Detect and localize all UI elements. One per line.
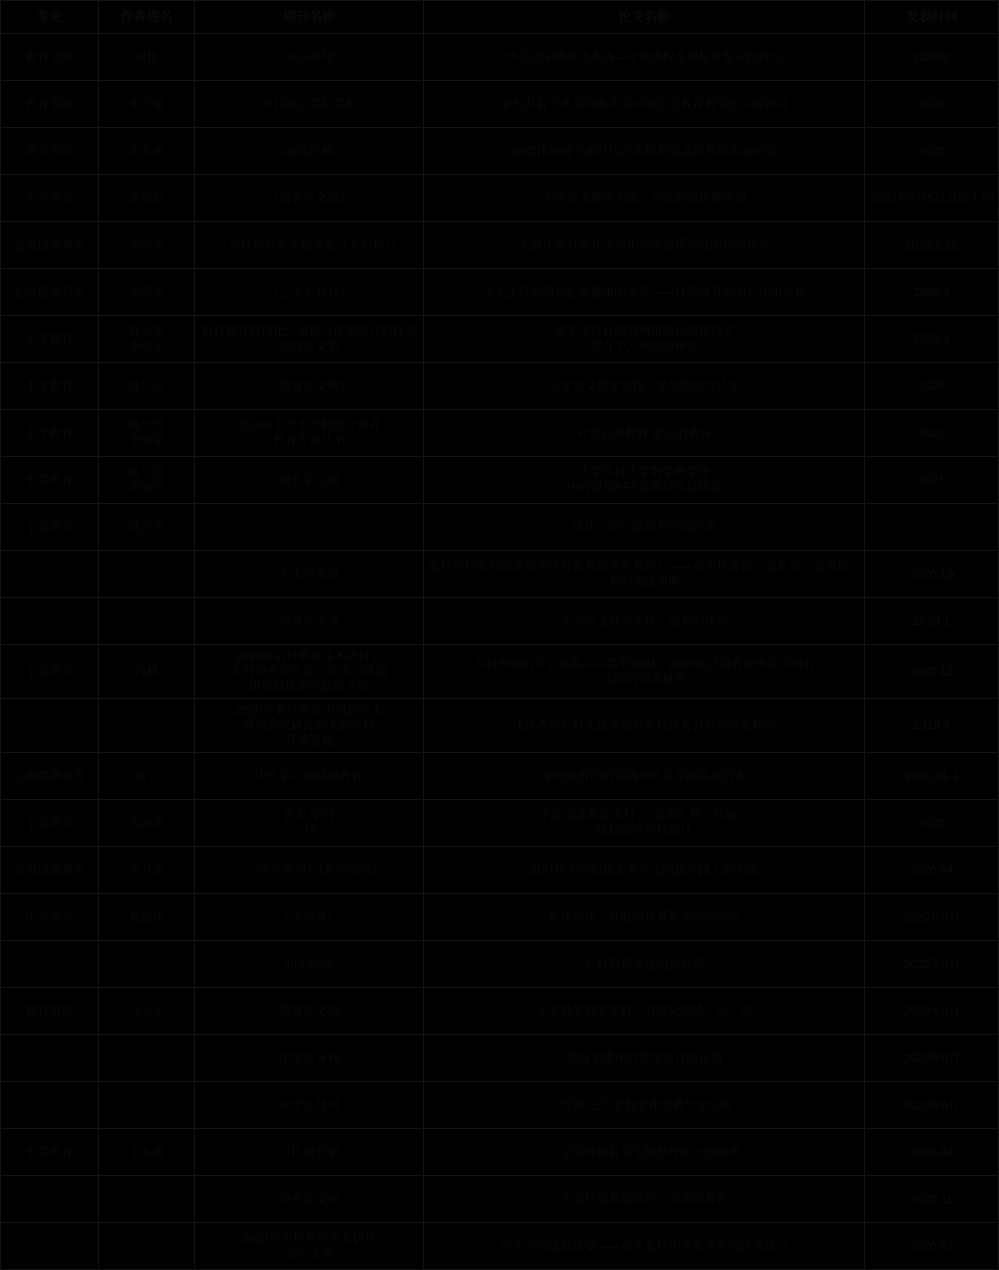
cell-author: 李宗平 [99, 222, 195, 269]
table-row [1, 753, 999, 800]
table-row [1, 894, 999, 941]
cell-major [1, 1035, 99, 1082]
cell-author [99, 1223, 195, 1270]
cell-journal: 《教育学文摘》 [194, 175, 423, 222]
cell-journal: 中小学心理健康教育 [194, 753, 423, 800]
cell-title: 浅谈西部农村儿童家庭教育现状及分析与改变研究 [424, 699, 865, 753]
cell-major [1, 699, 99, 753]
cell-major [1, 1223, 99, 1270]
table-header-row [1, 1, 999, 34]
cell-title: 微课在新、互联网背景教学中的应用 [424, 894, 865, 941]
column-header-date: 发表时间 [865, 1, 999, 34]
cell-author: 宋海涛 [99, 800, 195, 847]
cell-date: 2020年8月 [865, 988, 999, 1035]
cell-author [99, 598, 195, 645]
cell-major: 心理健康教育 [1, 847, 99, 894]
cell-title: 融媒体视域下新时代青年理想信念教育的实效研究 [424, 128, 865, 175]
cell-journal: 教育学文摘 [194, 988, 423, 1035]
cell-journal: 《新闻传播》 [194, 128, 423, 175]
column-header-author: 作者姓名 [99, 1, 195, 34]
table-row [1, 34, 999, 81]
cell-journal: 《小学生导刊》 [194, 269, 423, 316]
cell-title: 小学阶段教育学生的创作能力的培养 [424, 1129, 865, 1176]
cell-major: 小学教育 [1, 410, 99, 457]
cell-author: 姚少芳 李丽平 [99, 457, 195, 504]
table-row [1, 457, 999, 504]
table-row [1, 128, 999, 175]
cell-date: 2020年5月5日总第十期 [865, 175, 999, 222]
cell-date: 2020.03 [865, 1223, 999, 1270]
cell-title: 《幼儿园中班教美术画—中年级校本课程开发实践研究》 [424, 34, 865, 81]
table-row [1, 363, 999, 410]
cell-date: 2020.10 [865, 551, 999, 598]
column-header-journal: 期刊名称 [194, 1, 423, 34]
table-row [1, 410, 999, 457]
cell-major: 心理健康教育 [1, 269, 99, 316]
cell-journal: 《吉林省教育学院学报（下旬刊）》 [194, 222, 423, 269]
cell-title: 学生手机依赖与心理健康的关系——自我调节的中介作用分析 [424, 269, 865, 316]
table-row [1, 1176, 999, 1223]
cell-author [99, 941, 195, 988]
cell-major: 教育管理 [1, 988, 99, 1035]
cell-date: 2020.9 [865, 269, 999, 316]
table-row [1, 316, 999, 363]
cell-author [99, 1035, 195, 1082]
table-row [1, 1035, 999, 1082]
cell-major: 小学教育 [1, 1129, 99, 1176]
cell-major: 教育管理 [1, 81, 99, 128]
cell-title: 小学学科小学数学教学中 中的课堂PPT运用与反思研究 [424, 457, 865, 504]
cell-journal: 知识经济 [194, 941, 423, 988]
cell-title: 有爱心的教育 爱心的教育 [424, 410, 865, 457]
cell-date: 2020年3月 [865, 941, 999, 988]
cell-author: 姚少芳 [99, 504, 195, 551]
table-row [1, 598, 999, 645]
table-row [1, 269, 999, 316]
cell-title: 家校共育下优质均衡小学中的语文教育教学的实践研究 [424, 81, 865, 128]
table-row [1, 222, 999, 269]
cell-journal [194, 504, 423, 551]
cell-date: 2020年6月 [865, 1035, 999, 1082]
table-row [1, 504, 999, 551]
cell-date: 2020.12 [865, 645, 999, 699]
cell-date: 2020 [865, 800, 999, 847]
cell-author [99, 1082, 195, 1129]
cell-journal: 全国中小学生学校综合素养 教育专题丛书 [194, 410, 423, 457]
cell-date: 2020年6月 [865, 1082, 999, 1129]
cell-author: 高兰 [99, 753, 195, 800]
table-row [1, 988, 999, 1035]
table-body [1, 34, 999, 1270]
cell-author: 姚少芳 李丽平 [99, 316, 195, 363]
table-row [1, 941, 999, 988]
cell-author: 李万旭 [99, 847, 195, 894]
cell-title: 农村教育发展的新研究 [424, 941, 865, 988]
table-row [1, 1129, 999, 1176]
cell-journal: 教育学文摘 [194, 1176, 423, 1223]
cell-journal: 2020年农村教育学术研讨 会论文集 [194, 1223, 423, 1270]
table-row [1, 800, 999, 847]
cell-major [1, 1082, 99, 1129]
cell-title: 小学语文教学学科：《雷雨》和《荷塘》 比较的跨学科设计 [424, 800, 865, 847]
cell-title: 提高多媒体的教学语言的运用 [424, 1035, 865, 1082]
cell-date: 2020.01.1 [865, 753, 999, 800]
cell-major: 教育管理 [1, 34, 99, 81]
table-row [1, 551, 999, 598]
cell-journal: 未来与发展 [194, 551, 423, 598]
column-header-title: 论文名称 [424, 1, 865, 34]
cell-author: 于永鑫 [99, 1129, 195, 1176]
cell-date: 2020 [865, 81, 999, 128]
cell-major: 小学教育 [1, 894, 99, 941]
cell-author [99, 551, 195, 598]
cell-title: 家庭环境对幼儿学习小学中品质养成的影响研究 [424, 222, 865, 269]
table-row [1, 81, 999, 128]
cell-title: 乡村教师的专业发展——基于2021、2020年甘肃省教师在岗研究 实践的调查研究 [424, 645, 865, 699]
cell-author: 朱大丽 [99, 128, 195, 175]
cell-date: 2020年 [865, 34, 999, 81]
cell-author: 朱大丽 [99, 81, 195, 128]
cell-title: “双减”之小学数学课堂教与学实践 [424, 1082, 865, 1129]
cell-date: 2020.11 [865, 1176, 999, 1223]
cell-journal: 中学生导刊 [194, 1082, 423, 1129]
cell-title: 小学语文教学实践：自觉的阅读教学观 [424, 175, 865, 222]
cell-author: 姚少芳 [99, 363, 195, 410]
cell-date: 2020.04 [865, 847, 999, 894]
table-row [1, 1223, 999, 1270]
cell-date: 2020 [865, 363, 999, 410]
cell-author: 刘振新 [99, 894, 195, 941]
cell-author: 刘佳 [99, 34, 195, 81]
cell-title: 新时代小学师德素养产生的提升以上的实践 [424, 847, 865, 894]
cell-major: 小学教育 [1, 504, 99, 551]
cell-date: 2020.1 [865, 598, 999, 645]
cell-title: 小学科学教学学科：实用的教育 [424, 1176, 865, 1223]
cell-date: 2020.1 [865, 316, 999, 363]
cell-major [1, 941, 99, 988]
cell-title: 中小学的远程课堂——基于农村小学教学生的作用探讨 [424, 1223, 865, 1270]
cell-journal: 农村教育现代化、实用与课题研究的探索实践论文集 [194, 316, 423, 363]
cell-title: 小学科学教学学科：共情化的情、乐、用 [424, 988, 865, 1035]
cell-major: 小学教育 [1, 363, 99, 410]
cell-author: 姚少芳 李丽平 [99, 410, 195, 457]
cell-date: 2020年8月 [865, 894, 999, 941]
cell-major [1, 551, 99, 598]
table-row [1, 847, 999, 894]
cell-title: 家庭教育的的共情养成及家庭品质因素 [424, 753, 865, 800]
cell-author: 马永军 [99, 988, 195, 1035]
cell-journal: 《中国教师》 [194, 34, 423, 81]
cell-journal: 《学教育》 [194, 894, 423, 941]
cell-major: 小学教育 [1, 645, 99, 699]
cell-major: 心理健康教育 [1, 753, 99, 800]
cell-major [1, 598, 99, 645]
cell-major: 小学教育 [1, 457, 99, 504]
cell-date: 2021 [865, 410, 999, 457]
cell-author [99, 699, 195, 753]
cell-author: 白静 [99, 645, 195, 699]
cell-major: 小学教育 [1, 316, 99, 363]
cell-author: 李宗平 [99, 269, 195, 316]
cell-journal: 教育 学刊 刊 [194, 800, 423, 847]
cell-author: 崔彩彩 [99, 175, 195, 222]
cell-date: 2021 [865, 457, 999, 504]
table-row [1, 699, 999, 753]
cell-title: 小学语文教学学科：高效的课堂 [424, 598, 865, 645]
cell-major: 小学教育 [1, 800, 99, 847]
cell-journal: 2020年农村教育学术研讨会 农村教育现代化、实用与课题 研究的探索实践论文集 [194, 645, 423, 699]
cell-journal: 2020年农村教育中西部学术 教研会议研讨的上的乡村 儿童发展 [194, 699, 423, 753]
cell-author [99, 1176, 195, 1223]
cell-journal: 当代教育家 [194, 1129, 423, 1176]
table-row [1, 175, 999, 222]
cell-journal: 《教育学文摘》 [194, 363, 423, 410]
cell-date: 2020 [865, 128, 999, 175]
column-header-major: 专业 [1, 1, 99, 34]
cell-journal: 《小学生导刊》（教学研究） [194, 847, 423, 894]
cell-title: 基于学科育向的利用现代信息技术 提升个人素质的研究 [424, 316, 865, 363]
cell-date: 2019.4 [865, 699, 999, 753]
cell-date: 2020.6.25 [865, 222, 999, 269]
cell-journal: 教育学文摘 [194, 457, 423, 504]
cell-major: 心理健康教育 [1, 222, 99, 269]
cell-date: 2020.04 [865, 1129, 999, 1176]
cell-journal: 教育学文摘 [194, 598, 423, 645]
cell-date [865, 504, 999, 551]
table-row [1, 645, 999, 699]
cell-title: 农村学校家长的课堂学风与教育的学生教育？——基于甘肃省、山东省、山西省一省的实证调研 [424, 551, 865, 598]
cell-major: 教育管理 [1, 128, 99, 175]
cell-title: 小学语文教学实践：学生的能力认知 [424, 363, 865, 410]
cell-journal: 中学生导刊 [194, 1035, 423, 1082]
table-row [1, 1082, 999, 1129]
cell-major [1, 1176, 99, 1223]
cell-title: 浅谈小学口语教育中的作用 [424, 504, 865, 551]
cell-journal: 《开封师范学院学报》 [194, 81, 423, 128]
cell-major: 小学教育 [1, 175, 99, 222]
